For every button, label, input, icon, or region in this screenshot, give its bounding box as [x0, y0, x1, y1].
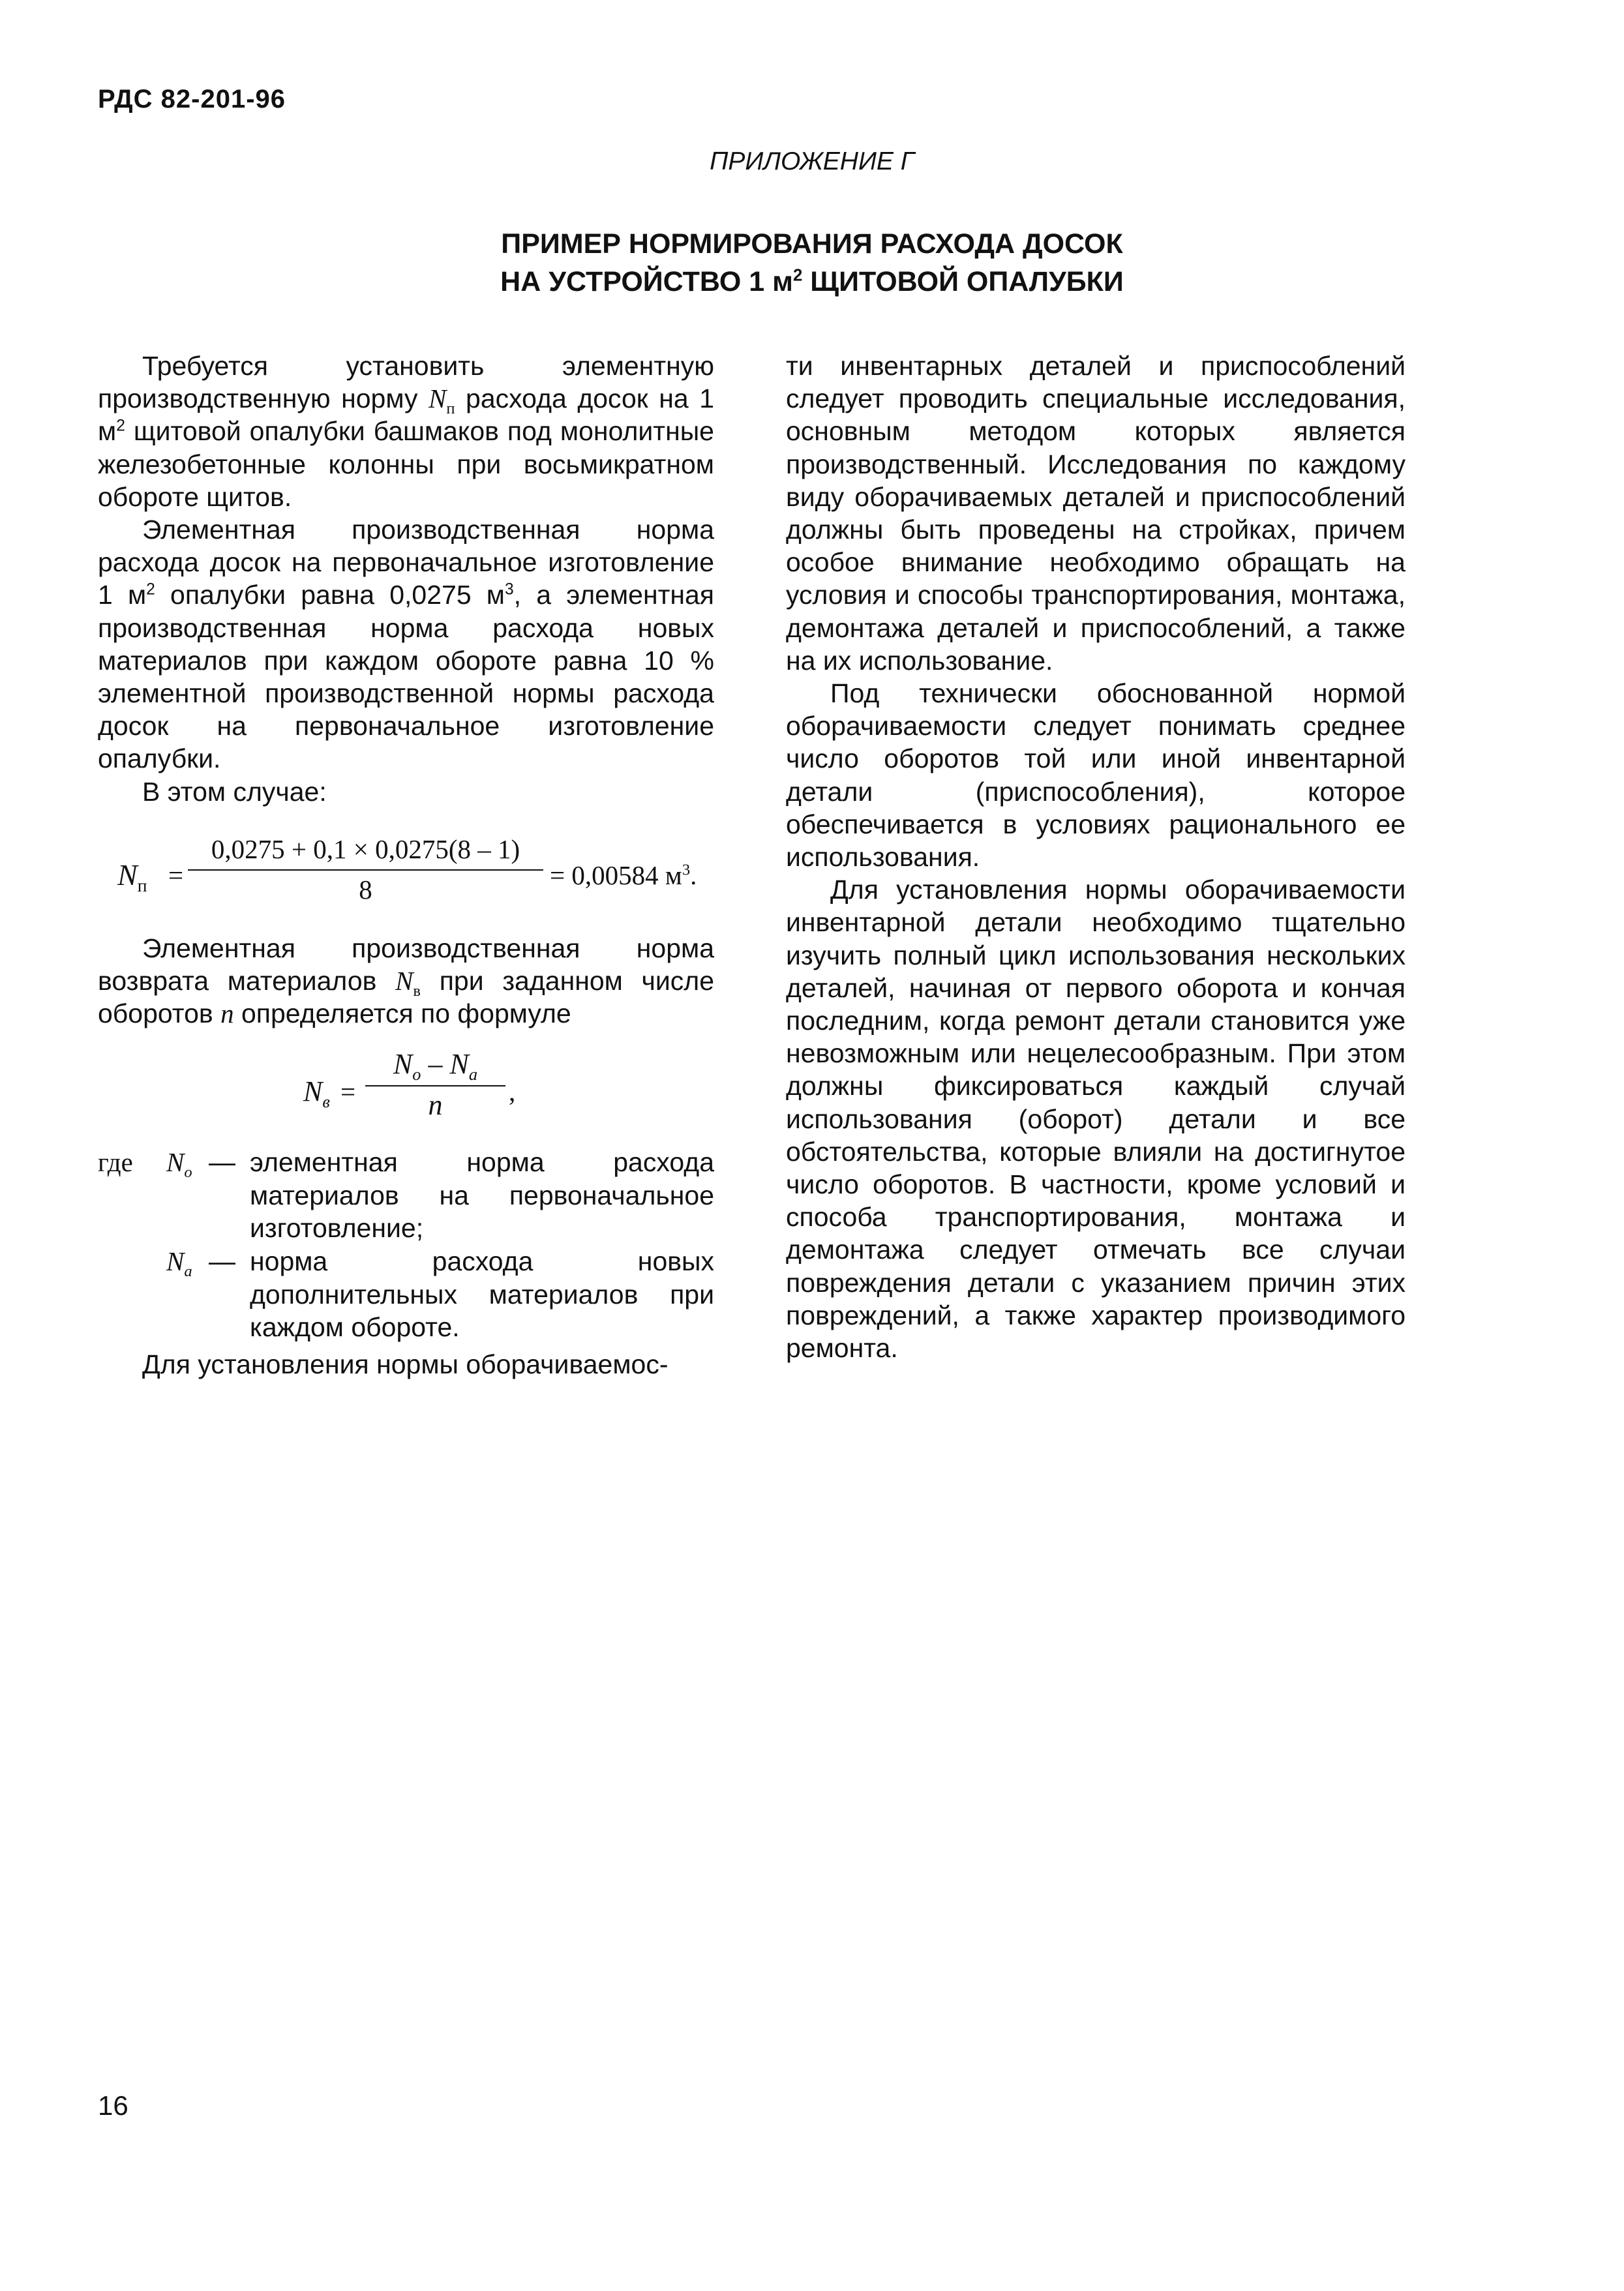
variable-definitions: [98, 1146, 714, 1348]
definition-1-text: элементная норма расхода материалов на первоначальное изготовление;: [250, 1147, 714, 1243]
title-line-1: ПРИМЕР НОРМИРОВАНИЯ РАСХОДА ДОСОК: [501, 228, 1123, 260]
left-column: [98, 350, 714, 1381]
formula2-comma: ,: [509, 1077, 516, 1107]
right-paragraph-3: Для установления нормы оборачиваемости инвентарной детали необходимо тщательно изучить полный цикл использования нескольких деталей, начиная от первого оборота и кончая последним, когда ремонт детали становится уже невозможным или нецелесообразным. При этом должны фиксироваться каждый случай использования (оборот) детали и все обстоятельства, которые влияли на достигнутое число оборотов. В частности, кроме условий и способа транспортирования, монтажа и демонтажа следует отмечать все случаи повреждения детали с указанием причин этих повреждений, а также характер производимого ремонта.: [786, 875, 1406, 1364]
formula1-equals: =: [168, 860, 184, 890]
left-paragraph-1: Требуется установить элементную производственную норму $N_п$ расхода досок на 1 $м^2$ щитовой опалубки башмаков под монолитные железобетонные колонны при восьмикратном обороте щитов.: [98, 351, 714, 512]
title-line-2: НА УСТРОЙСТВО 1 $м^2$ ЩИТОВОЙ ОПАЛУБКИ: [500, 266, 1124, 297]
formula2-numerator: $N_о - N_а$: [365, 1048, 505, 1086]
right-paragraph-1: ти инвентарных деталей и приспособлений следует проводить специальные исследования, основным методом которых является производственный. Исследования по каждому виду оборачиваемых деталей и приспособлений должны быть проведены на стройках, причем особое внимание необходимо обращать на условия и способы транспортирования, монтажа, демонтажа деталей и приспособлений, а также на их использование.: [786, 351, 1406, 676]
where-label: где: [98, 1147, 133, 1178]
formula1-numerator: 0,0275 + 0,1 × 0,0275(8 – 1): [188, 833, 543, 871]
left-paragraph-3: В этом случае:: [142, 776, 327, 807]
formula1-fraction: [188, 833, 543, 906]
document-code: РДС 82-201-96: [98, 85, 286, 113]
formula1-result: = 0,00584 $м^3$.: [550, 860, 697, 890]
formula2-fraction: [365, 1048, 505, 1121]
formula2-lhs: $N_в$: [303, 1075, 330, 1112]
formula-return-norm: [98, 1043, 714, 1141]
formula2-denominator: n: [428, 1088, 443, 1121]
formula-consumption-norm: [98, 825, 714, 923]
formula1-denominator: 8: [359, 875, 372, 905]
definition-1-dash: —: [209, 1147, 235, 1178]
page-title: [0, 225, 1624, 301]
definition-2-text: норма расхода новых дополнительных материалов при каждом обороте.: [250, 1246, 714, 1342]
definition-2-symbol: $N_а$: [166, 1246, 192, 1281]
definition-2-dash: —: [209, 1246, 235, 1277]
left-paragraph-4: Элементная производственная норма возврата материалов $N_в$ при заданном числе оборотов n определяется по формуле: [98, 933, 715, 1029]
appendix-label: ПРИЛОЖЕНИЕ Г: [710, 147, 914, 175]
left-paragraph-5: Для установления нормы оборачиваемос-: [142, 1349, 669, 1380]
page-number: 16: [98, 2090, 128, 2121]
left-paragraph-2: Элементная производственная норма расхода досок на первоначальное изготовление 1 $м^2$ опалубки равна 0,0275 $м^3$, а элементная производственная норма расхода новых материалов при каждом обороте равна 10 % элементной производственной нормы расхода досок на первоначальное изготовление опалубки.: [98, 515, 715, 774]
formula1-lhs: $N_п$: [117, 858, 147, 896]
definition-1-symbol: $N_о$: [166, 1147, 192, 1182]
right-column: [786, 350, 1406, 1364]
right-paragraph-2: Под технически обоснованной нормой оборачиваемости следует понимать среднее число оборотов той или иной инвентарной детали (приспособления), которое обеспечивается в условиях рационального ее использования.: [786, 678, 1406, 873]
formula2-equals: =: [340, 1077, 356, 1107]
